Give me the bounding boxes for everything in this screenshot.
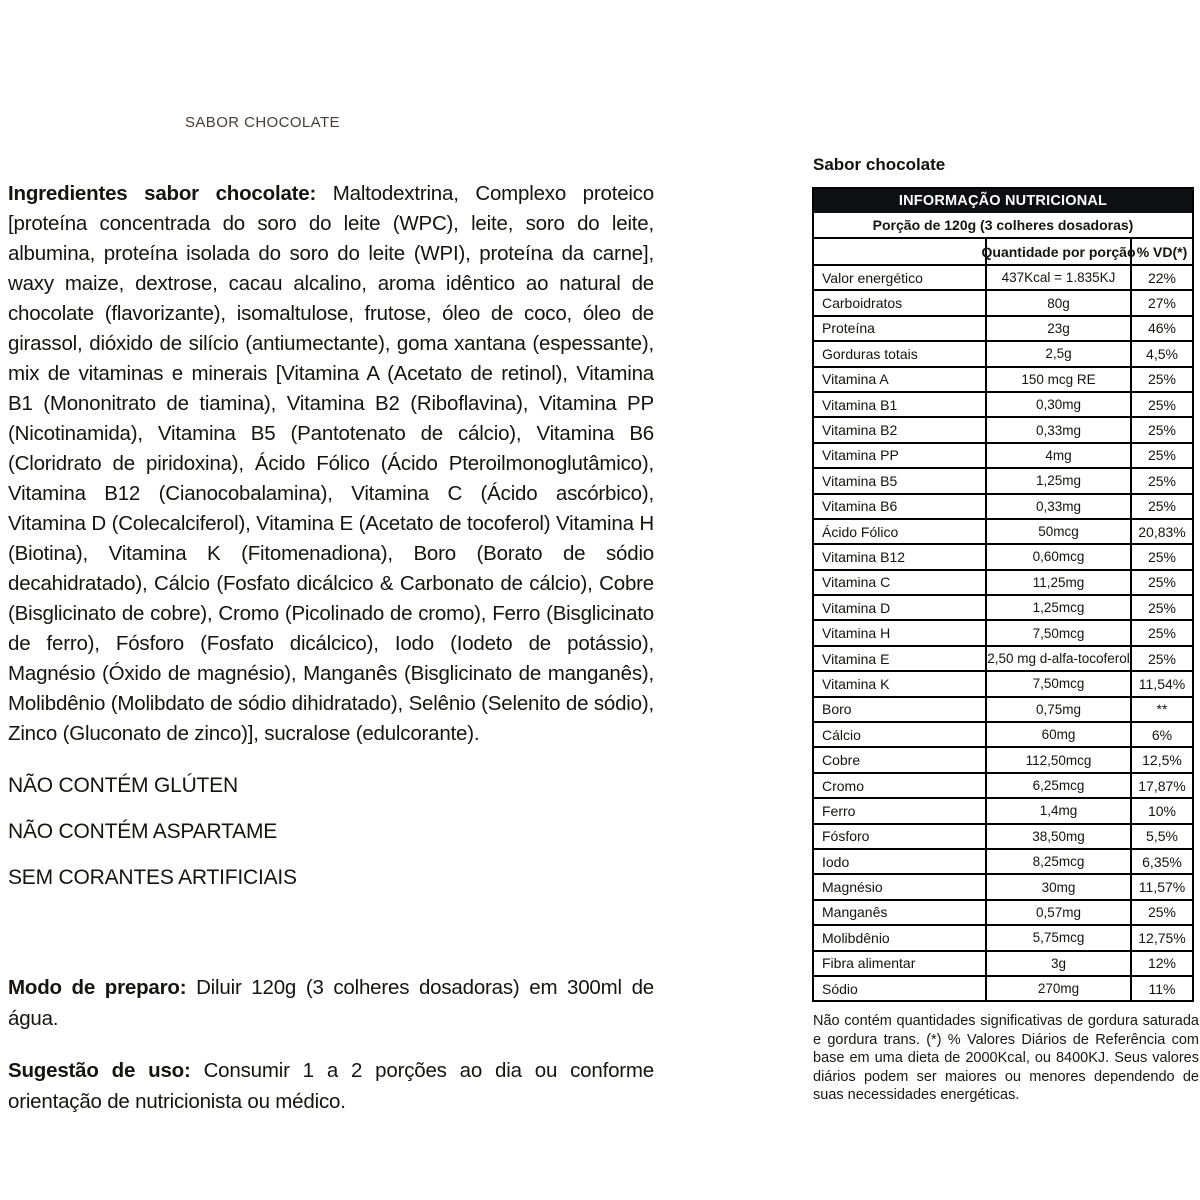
- nutrient-name: Iodo: [814, 850, 987, 873]
- nutrient-quantity: 80g: [987, 291, 1132, 314]
- nutrient-quantity: 0,57mg: [987, 901, 1132, 924]
- nutrient-name: Vitamina B1: [814, 393, 987, 416]
- nutrient-quantity: 38,50mg: [987, 825, 1132, 848]
- table-row: [814, 520, 1192, 545]
- table-row: [814, 571, 1192, 596]
- nutrition-table-title: INFORMAÇÃO NUTRICIONAL: [814, 189, 1192, 213]
- table-row: [814, 901, 1192, 926]
- nutrient-name: Valor energético: [814, 266, 987, 289]
- table-row: [814, 875, 1192, 900]
- nutrient-quantity: 0,30mg: [987, 393, 1132, 416]
- nutrient-daily-value: 12%: [1147, 955, 1177, 972]
- nutrient-name: Cromo: [814, 774, 987, 797]
- table-row: [814, 393, 1192, 418]
- nutrient-name: Vitamina K: [814, 672, 987, 695]
- nutrient-quantity: 5,75mcg: [987, 926, 1132, 949]
- nutrient-name: Vitamina H: [814, 621, 987, 644]
- table-row: [814, 266, 1192, 291]
- nutrient-daily-value: 25%: [1147, 574, 1177, 591]
- nutrient-daily-value: 27%: [1147, 295, 1177, 312]
- nutrient-daily-value: 12,75%: [1138, 929, 1186, 946]
- nutrient-name: Vitamina E: [814, 647, 987, 670]
- table-row: [814, 418, 1192, 443]
- nutrient-daily-value: 25%: [1147, 472, 1177, 489]
- nutrient-daily-value: 25%: [1147, 650, 1177, 667]
- nutrient-daily-value: 4,5%: [1146, 345, 1178, 362]
- preparation-text: Diluir 120g (3 colheres dosadoras) em 300ml de água.: [8, 975, 654, 1030]
- table-row: [814, 926, 1192, 951]
- claims-list: [8, 773, 654, 911]
- nutrient-quantity: 437Kcal = 1.835KJ: [987, 266, 1132, 289]
- nutrition-table-body: [814, 266, 1192, 1000]
- nutrient-name: Vitamina B6: [814, 495, 987, 518]
- nutrition-table: [812, 187, 1194, 1002]
- usage-suggestion-text: Consumir 1 a 2 porções ao dia ou conforme orientação de nutricionista ou médico.: [8, 1058, 654, 1113]
- nutrient-daily-value: 10%: [1147, 802, 1177, 819]
- nutrient-name: Carboidratos: [814, 291, 987, 314]
- nutrient-daily-value: 25%: [1147, 447, 1177, 464]
- usage-suggestion-lead: Sugestão de uso:: [8, 1058, 191, 1082]
- flavor-heading: SABOR CHOCOLATE: [185, 114, 340, 131]
- nutrient-name: Vitamina B12: [814, 545, 987, 568]
- table-row: [814, 774, 1192, 799]
- nutrient-name: Vitamina B5: [814, 469, 987, 492]
- table-row: [814, 799, 1192, 824]
- nutrient-quantity: 0,33mg: [987, 495, 1132, 518]
- claim-no-artificial-colors: SEM CORANTES ARTIFICIAIS: [8, 866, 297, 889]
- nutrient-daily-value: 11,54%: [1138, 675, 1186, 692]
- nutrient-daily-value: 6%: [1151, 726, 1173, 743]
- table-row: [814, 495, 1192, 520]
- ingredients-paragraph: [8, 179, 654, 749]
- serving-size: Porção de 120g (3 colheres dosadoras): [814, 213, 1192, 239]
- preparation-lead: Modo de preparo:: [8, 975, 187, 999]
- column-header-quantity: Quantidade por porção: [987, 239, 1132, 264]
- column-header-vd: % VD(*): [1136, 243, 1188, 260]
- nutrient-quantity: 4mg: [987, 444, 1132, 467]
- nutrient-daily-value: 25%: [1147, 498, 1177, 515]
- nutrient-name: Vitamina C: [814, 571, 987, 594]
- table-flavor-title: Sabor chocolate: [813, 155, 946, 174]
- nutrient-daily-value: 25%: [1147, 548, 1177, 565]
- nutrient-quantity: 7,50mcg: [987, 621, 1132, 644]
- ingredients-lead: Ingredientes sabor chocolate:: [8, 181, 317, 205]
- nutrient-daily-value: 25%: [1147, 904, 1177, 921]
- table-footnote: Não contém quantidades significativas de gordura saturada e gordura trans. (*) % Valores Diários de Referência com base em uma dieta de 2000Kcal, ou 8400KJ. Seus valores diários podem ser maiores ou menores dependendo de suas necessidades energéticas.: [813, 1013, 1199, 1103]
- nutrient-quantity: 112,50mcg: [987, 748, 1132, 771]
- nutrient-daily-value: 25%: [1147, 371, 1177, 388]
- nutrient-quantity: 11,25mg: [987, 571, 1132, 594]
- nutrient-quantity: 6,25mcg: [987, 774, 1132, 797]
- nutrient-daily-value: 25%: [1147, 422, 1177, 439]
- nutrient-name: Ferro: [814, 799, 987, 822]
- nutrient-daily-value: **: [1156, 701, 1168, 718]
- nutrient-daily-value: 6,35%: [1142, 853, 1182, 870]
- table-row: [814, 647, 1192, 672]
- table-row: [814, 723, 1192, 748]
- column-header-blank: [814, 239, 987, 264]
- nutrient-daily-value: 25%: [1147, 625, 1177, 642]
- nutrient-quantity: 2,5g: [987, 342, 1132, 365]
- nutrient-quantity: 50mcg: [987, 520, 1132, 543]
- nutrient-daily-value: 11,57%: [1138, 879, 1186, 896]
- table-row: [814, 444, 1192, 469]
- nutrient-name: Vitamina PP: [814, 444, 987, 467]
- nutrient-quantity: 60mg: [987, 723, 1132, 746]
- nutrient-name: Gorduras totais: [814, 342, 987, 365]
- nutrient-daily-value: 25%: [1147, 396, 1177, 413]
- table-row: [814, 368, 1192, 393]
- table-row: [814, 469, 1192, 494]
- nutrient-quantity: 2,50 mg d-alfa-tocoferol: [987, 647, 1132, 670]
- nutrient-name: Proteína: [814, 317, 987, 340]
- nutrient-quantity: 270mg: [987, 977, 1132, 1000]
- usage-suggestion-paragraph: [8, 1055, 654, 1117]
- table-row: [814, 977, 1192, 1000]
- nutrient-quantity: 23g: [987, 317, 1132, 340]
- table-row: [814, 698, 1192, 723]
- nutrient-quantity: 0,75mg: [987, 698, 1132, 721]
- table-row: [814, 748, 1192, 773]
- nutrient-name: Ácido Fólico: [814, 520, 987, 543]
- nutrient-name: Fibra alimentar: [814, 952, 987, 975]
- nutrient-name: Fósforo: [814, 825, 987, 848]
- preparation-paragraph: [8, 972, 654, 1034]
- nutrient-name: Boro: [814, 698, 987, 721]
- table-row: [814, 545, 1192, 570]
- nutrient-daily-value: 12,5%: [1142, 752, 1182, 769]
- table-row: [814, 952, 1192, 977]
- nutrient-name: Magnésio: [814, 875, 987, 898]
- nutrient-name: Cobre: [814, 748, 987, 771]
- nutrient-daily-value: 17,87%: [1138, 777, 1186, 794]
- table-row: [814, 672, 1192, 697]
- nutrient-daily-value: 5,5%: [1146, 828, 1178, 845]
- table-row: [814, 825, 1192, 850]
- nutrient-quantity: 30mg: [987, 875, 1132, 898]
- nutrition-table-column-header: [814, 239, 1192, 266]
- nutrient-daily-value: 46%: [1147, 320, 1177, 337]
- nutrient-daily-value: 22%: [1147, 269, 1177, 286]
- nutrient-name: Vitamina D: [814, 596, 987, 619]
- claim-no-gluten: NÃO CONTÉM GLÚTEN: [8, 774, 238, 797]
- nutrient-name: Vitamina A: [814, 368, 987, 391]
- nutrient-name: Vitamina B2: [814, 418, 987, 441]
- nutrient-name: Molibdênio: [814, 926, 987, 949]
- nutrient-quantity: 150 mcg RE: [987, 368, 1132, 391]
- nutrient-quantity: 1,25mcg: [987, 596, 1132, 619]
- table-row: [814, 850, 1192, 875]
- nutrient-quantity: 7,50mcg: [987, 672, 1132, 695]
- nutrient-daily-value: 25%: [1147, 599, 1177, 616]
- nutrient-quantity: 8,25mcg: [987, 850, 1132, 873]
- nutrient-quantity: 3g: [987, 952, 1132, 975]
- nutrient-name: Manganês: [814, 901, 987, 924]
- table-row: [814, 291, 1192, 316]
- table-row: [814, 317, 1192, 342]
- nutrient-daily-value: 20,83%: [1138, 523, 1186, 540]
- table-row: [814, 621, 1192, 646]
- nutrient-name: Cálcio: [814, 723, 987, 746]
- nutrient-name: Sódio: [814, 977, 987, 1000]
- nutrient-quantity: 0,33mg: [987, 418, 1132, 441]
- nutrient-quantity: 1,4mg: [987, 799, 1132, 822]
- nutrient-quantity: 1,25mg: [987, 469, 1132, 492]
- table-row: [814, 596, 1192, 621]
- ingredients-text: Maltodextrina, Complexo proteico [proteína concentrada do soro do leite (WPC), leite, soro do leite, albumina, proteína isolada do soro do leite (WPI), proteína da carne], waxy maize, dextrose, cacau alcalino, aroma idêntico ao natural de chocolate (flavorizante), isomaltulose, frutose, óleo de coco, óleo de girassol, dióxido de silício (antiumectante), goma xantana (espessante), mix de vitaminas e minerais [Vitamina A (Acetato de retinol), Vitamina B1 (Mononitrato de tiamina), Vitamina B2 (Riboflavina), Vitamina PP (Nicotinamida), Vitamina B5 (Pantotenato de cálcio), Vitamina B6 (Cloridrato de piridoxina), Ácido Fólico (Ácido Pteroilmonoglutâmico), Vitamina B12 (Cianocobalamina), Vitamina C (Ácido ascórbico), Vitamina D (Colecalciferol), Vitamina E (Acetato de tocoferol) Vitamina H (Biotina), Vitamina K (Fitomenadiona), Boro (Borato de sódio decahidratado), Cálcio (Fosfato dicálcico & Carbonato de cálcio), Cobre (Bisglicinato de cobre), Cromo (Picolinado de cromo), Ferro (Bisglicinato de ferro), Fósforo (Fosfato dicálcico), Iodo (Iodeto de potássio), Magnésio (Óxido de magnésio), Manganês (Bisglicinato de manganês), Molibdênio (Molibdato de sódio dihidratado), Selênio (Selenito de sódio), Zinco (Gluconato de zinco)], sucralose (edulcorante).: [8, 181, 654, 745]
- claim-no-aspartame: NÃO CONTÉM ASPARTAME: [8, 820, 278, 843]
- table-row: [814, 342, 1192, 367]
- nutrient-quantity: 0,60mcg: [987, 545, 1132, 568]
- nutrient-daily-value: 11%: [1148, 980, 1176, 997]
